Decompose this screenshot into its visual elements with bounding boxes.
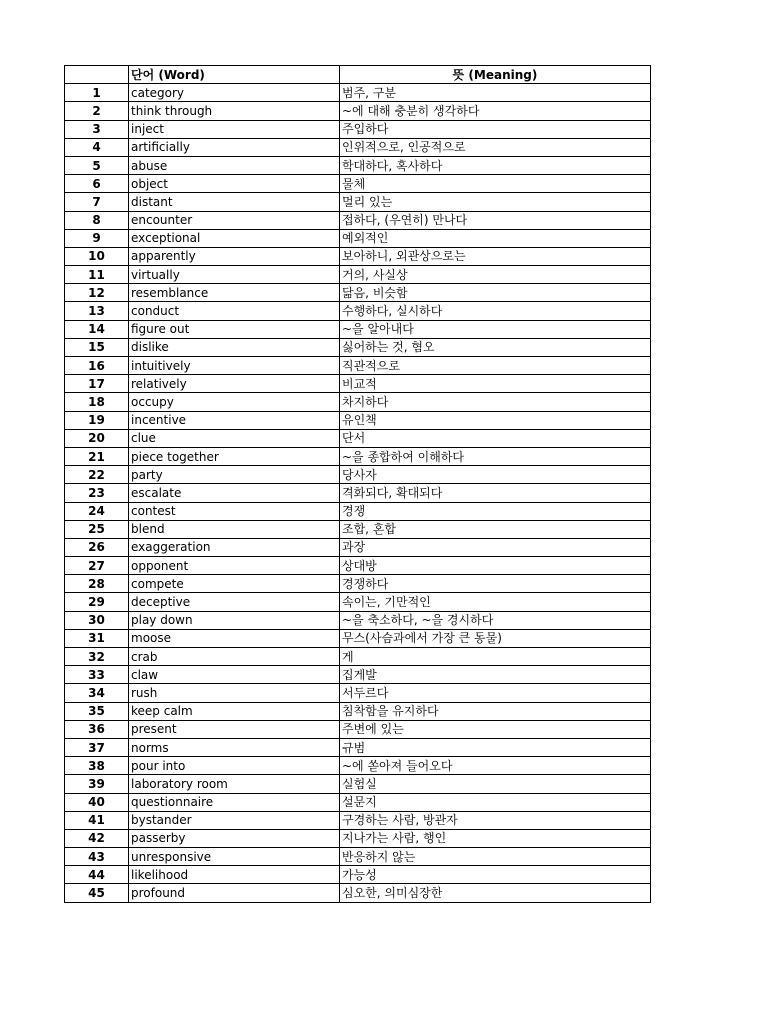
- word-cell: incentive: [129, 411, 340, 429]
- meaning-cell: 과장: [340, 538, 651, 556]
- word-cell: intuitively: [129, 357, 340, 375]
- word-cell: conduct: [129, 302, 340, 320]
- number-cell: 34: [65, 684, 129, 702]
- number-cell: 7: [65, 193, 129, 211]
- meaning-cell: 서두르다: [340, 684, 651, 702]
- number-cell: 21: [65, 447, 129, 465]
- word-cell: laboratory room: [129, 775, 340, 793]
- table-row: [65, 320, 651, 338]
- word-cell: party: [129, 466, 340, 484]
- table-row: [65, 84, 651, 102]
- meaning-cell: 멀리 있는: [340, 193, 651, 211]
- header-meaning-cell: 뜻 (Meaning): [340, 66, 651, 84]
- word-cell: exceptional: [129, 229, 340, 247]
- table-row: [65, 284, 651, 302]
- table-row: [65, 156, 651, 174]
- table-row: [65, 829, 651, 847]
- table-row: [65, 775, 651, 793]
- word-cell: exaggeration: [129, 538, 340, 556]
- meaning-cell: 직관적으로: [340, 357, 651, 375]
- meaning-cell: 비교적: [340, 375, 651, 393]
- number-cell: 11: [65, 266, 129, 284]
- number-cell: 17: [65, 375, 129, 393]
- number-cell: 29: [65, 593, 129, 611]
- table-row: [65, 702, 651, 720]
- word-cell: present: [129, 720, 340, 738]
- word-cell: inject: [129, 120, 340, 138]
- number-cell: 43: [65, 848, 129, 866]
- number-cell: 16: [65, 357, 129, 375]
- meaning-cell: 속이는, 기만적인: [340, 593, 651, 611]
- word-cell: abuse: [129, 156, 340, 174]
- word-cell: opponent: [129, 557, 340, 575]
- table-row: [65, 811, 651, 829]
- table-row: [65, 375, 651, 393]
- word-cell: contest: [129, 502, 340, 520]
- meaning-cell: 보아하니, 외관상으로는: [340, 247, 651, 265]
- table-row: [65, 848, 651, 866]
- word-cell: resemblance: [129, 284, 340, 302]
- table-row: [65, 175, 651, 193]
- meaning-cell: 규범: [340, 738, 651, 756]
- table-row: [65, 229, 651, 247]
- meaning-cell: 차지하다: [340, 393, 651, 411]
- word-cell: norms: [129, 738, 340, 756]
- number-cell: 39: [65, 775, 129, 793]
- table-row: [65, 666, 651, 684]
- word-cell: pour into: [129, 757, 340, 775]
- table-row: [65, 629, 651, 647]
- number-cell: 25: [65, 520, 129, 538]
- word-cell: crab: [129, 648, 340, 666]
- meaning-cell: 유인책: [340, 411, 651, 429]
- meaning-cell: 주변에 있는: [340, 720, 651, 738]
- number-cell: 32: [65, 648, 129, 666]
- table-row: [65, 866, 651, 884]
- meaning-cell: 단서: [340, 429, 651, 447]
- meaning-cell: ~을 알아내다: [340, 320, 651, 338]
- number-cell: 2: [65, 102, 129, 120]
- word-cell: escalate: [129, 484, 340, 502]
- meaning-cell: ~에 대해 충분히 생각하다: [340, 102, 651, 120]
- word-cell: think through: [129, 102, 340, 120]
- table-row: [65, 338, 651, 356]
- table-row: [65, 720, 651, 738]
- table-header-row: [65, 66, 651, 84]
- table-row: [65, 648, 651, 666]
- number-cell: 42: [65, 829, 129, 847]
- header-number-cell: [65, 66, 129, 84]
- meaning-cell: 당사자: [340, 466, 651, 484]
- word-cell: claw: [129, 666, 340, 684]
- table-row: [65, 357, 651, 375]
- number-cell: 23: [65, 484, 129, 502]
- word-cell: bystander: [129, 811, 340, 829]
- number-cell: 4: [65, 138, 129, 156]
- number-cell: 36: [65, 720, 129, 738]
- table-row: [65, 466, 651, 484]
- word-cell: deceptive: [129, 593, 340, 611]
- word-cell: clue: [129, 429, 340, 447]
- table-row: [65, 211, 651, 229]
- number-cell: 1: [65, 84, 129, 102]
- number-cell: 15: [65, 338, 129, 356]
- table-row: [65, 557, 651, 575]
- word-cell: questionnaire: [129, 793, 340, 811]
- number-cell: 28: [65, 575, 129, 593]
- number-cell: 44: [65, 866, 129, 884]
- number-cell: 31: [65, 629, 129, 647]
- number-cell: 33: [65, 666, 129, 684]
- number-cell: 37: [65, 738, 129, 756]
- word-cell: artificially: [129, 138, 340, 156]
- table-row: [65, 793, 651, 811]
- word-cell: apparently: [129, 247, 340, 265]
- number-cell: 24: [65, 502, 129, 520]
- number-cell: 22: [65, 466, 129, 484]
- word-cell: keep calm: [129, 702, 340, 720]
- meaning-cell: 학대하다, 혹사하다: [340, 156, 651, 174]
- word-cell: likelihood: [129, 866, 340, 884]
- number-cell: 26: [65, 538, 129, 556]
- meaning-cell: 예외적인: [340, 229, 651, 247]
- number-cell: 35: [65, 702, 129, 720]
- table-row: [65, 575, 651, 593]
- meaning-cell: 심오한, 의미심장한: [340, 884, 651, 902]
- word-cell: occupy: [129, 393, 340, 411]
- meaning-cell: 경쟁: [340, 502, 651, 520]
- table-row: [65, 611, 651, 629]
- number-cell: 5: [65, 156, 129, 174]
- table-row: [65, 738, 651, 756]
- word-cell: profound: [129, 884, 340, 902]
- word-cell: blend: [129, 520, 340, 538]
- table-row: [65, 429, 651, 447]
- word-cell: rush: [129, 684, 340, 702]
- table-row: [65, 102, 651, 120]
- meaning-cell: 무스(사슴과에서 가장 큰 동물): [340, 629, 651, 647]
- table-row: [65, 884, 651, 902]
- word-cell: compete: [129, 575, 340, 593]
- word-cell: distant: [129, 193, 340, 211]
- number-cell: 40: [65, 793, 129, 811]
- word-cell: encounter: [129, 211, 340, 229]
- meaning-cell: 접하다, (우연히) 만나다: [340, 211, 651, 229]
- meaning-cell: 상대방: [340, 557, 651, 575]
- meaning-cell: 실험실: [340, 775, 651, 793]
- number-cell: 8: [65, 211, 129, 229]
- number-cell: 27: [65, 557, 129, 575]
- number-cell: 38: [65, 757, 129, 775]
- meaning-cell: 조합, 혼합: [340, 520, 651, 538]
- meaning-cell: ~을 종합하여 이해하다: [340, 447, 651, 465]
- meaning-cell: 수행하다, 실시하다: [340, 302, 651, 320]
- word-cell: category: [129, 84, 340, 102]
- meaning-cell: 격화되다, 확대되다: [340, 484, 651, 502]
- number-cell: 9: [65, 229, 129, 247]
- word-cell: piece together: [129, 447, 340, 465]
- table-row: [65, 684, 651, 702]
- number-cell: 18: [65, 393, 129, 411]
- meaning-cell: 거의, 사실상: [340, 266, 651, 284]
- number-cell: 20: [65, 429, 129, 447]
- table-row: [65, 247, 651, 265]
- number-cell: 41: [65, 811, 129, 829]
- number-cell: 6: [65, 175, 129, 193]
- number-cell: 45: [65, 884, 129, 902]
- number-cell: 14: [65, 320, 129, 338]
- vocabulary-table: [64, 65, 651, 903]
- table-row: [65, 138, 651, 156]
- meaning-cell: 닮음, 비슷함: [340, 284, 651, 302]
- word-cell: figure out: [129, 320, 340, 338]
- meaning-cell: 주입하다: [340, 120, 651, 138]
- table-row: [65, 266, 651, 284]
- number-cell: 3: [65, 120, 129, 138]
- table-row: [65, 120, 651, 138]
- table-row: [65, 193, 651, 211]
- meaning-cell: 인위적으로, 인공적으로: [340, 138, 651, 156]
- meaning-cell: 가능성: [340, 866, 651, 884]
- table-row: [65, 447, 651, 465]
- meaning-cell: ~을 축소하다, ~을 경시하다: [340, 611, 651, 629]
- number-cell: 19: [65, 411, 129, 429]
- word-cell: relatively: [129, 375, 340, 393]
- meaning-cell: 범주, 구분: [340, 84, 651, 102]
- meaning-cell: 침착함을 유지하다: [340, 702, 651, 720]
- meaning-cell: 반응하지 않는: [340, 848, 651, 866]
- table-row: [65, 593, 651, 611]
- table-row: [65, 411, 651, 429]
- meaning-cell: 물체: [340, 175, 651, 193]
- table-row: [65, 757, 651, 775]
- word-cell: dislike: [129, 338, 340, 356]
- word-cell: play down: [129, 611, 340, 629]
- meaning-cell: 게: [340, 648, 651, 666]
- number-cell: 30: [65, 611, 129, 629]
- table-row: [65, 538, 651, 556]
- table-row: [65, 302, 651, 320]
- meaning-cell: 집게발: [340, 666, 651, 684]
- number-cell: 13: [65, 302, 129, 320]
- word-cell: passerby: [129, 829, 340, 847]
- word-cell: unresponsive: [129, 848, 340, 866]
- table-row: [65, 520, 651, 538]
- meaning-cell: 구경하는 사람, 방관자: [340, 811, 651, 829]
- number-cell: 10: [65, 247, 129, 265]
- meaning-cell: 경쟁하다: [340, 575, 651, 593]
- meaning-cell: 설문지: [340, 793, 651, 811]
- table-row: [65, 484, 651, 502]
- meaning-cell: 싫어하는 것, 혐오: [340, 338, 651, 356]
- header-word-cell: 단어 (Word): [129, 66, 340, 84]
- number-cell: 12: [65, 284, 129, 302]
- meaning-cell: 지나가는 사람, 행인: [340, 829, 651, 847]
- table-row: [65, 393, 651, 411]
- table-row: [65, 502, 651, 520]
- meaning-cell: ~에 쏟아져 들어오다: [340, 757, 651, 775]
- vocabulary-table-body: [65, 66, 651, 903]
- word-cell: virtually: [129, 266, 340, 284]
- word-cell: moose: [129, 629, 340, 647]
- word-cell: object: [129, 175, 340, 193]
